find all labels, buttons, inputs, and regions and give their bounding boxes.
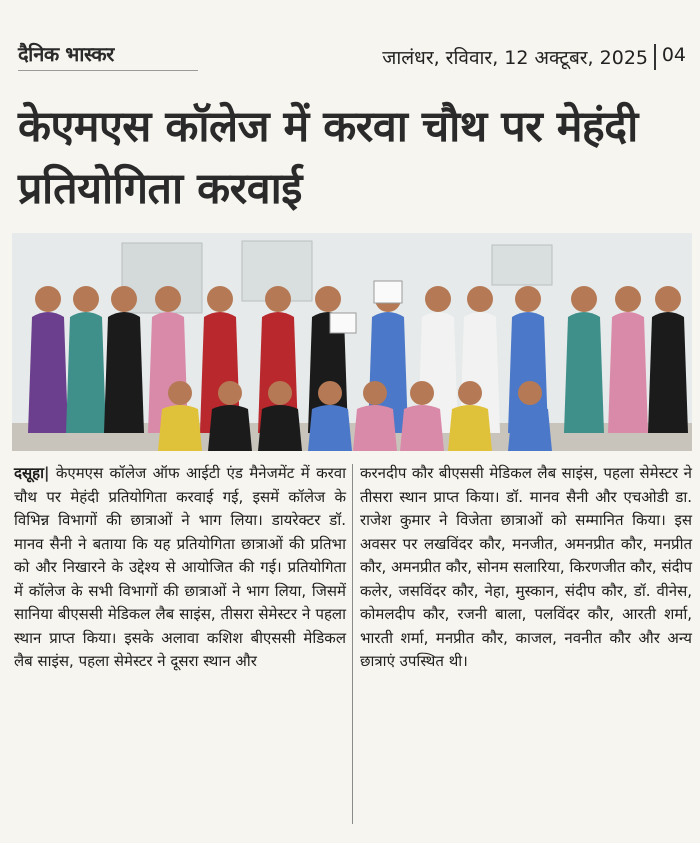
person-head (467, 286, 493, 312)
person-body (564, 312, 604, 433)
headline: केएमएस कॉलेज में करवा चौथ पर मेहंदी प्रतियोगिता करवाई (18, 102, 638, 214)
seated-person-head (268, 381, 292, 405)
seated-person-body (508, 405, 552, 451)
person-body (66, 312, 106, 433)
page-number-separator (654, 44, 656, 70)
seated-person-head (168, 381, 192, 405)
masthead (0, 0, 700, 88)
certificate (330, 313, 356, 333)
article-left-column (14, 462, 346, 674)
person-head (265, 286, 291, 312)
seated-person-body (158, 405, 202, 451)
person-head (655, 286, 681, 312)
seated-person-head (218, 381, 242, 405)
person-body (608, 312, 648, 433)
person-head (155, 286, 181, 312)
newspaper-name: दैनिक भास्कर (18, 42, 114, 66)
person-body (648, 312, 688, 433)
column-divider (352, 464, 353, 824)
seated-person-body (208, 405, 252, 451)
seated-person-head (458, 381, 482, 405)
photo-board (492, 245, 552, 285)
seated-person-body (308, 405, 352, 451)
article-place: दसूहा (14, 464, 44, 482)
seated-person-head (518, 381, 542, 405)
person-head (111, 286, 137, 312)
group-photo-image (12, 233, 692, 451)
person-head (515, 286, 541, 312)
masthead-rule (18, 70, 198, 71)
seated-person-body (353, 405, 397, 451)
seated-person-head (363, 381, 387, 405)
person-head (425, 286, 451, 312)
person-body (104, 312, 144, 433)
person-head (35, 286, 61, 312)
person-head (207, 286, 233, 312)
seated-person-head (410, 381, 434, 405)
person-head (571, 286, 597, 312)
certificate (374, 281, 402, 303)
seated-person-body (448, 405, 492, 451)
person-head (615, 286, 641, 312)
person-body (28, 312, 68, 433)
place-separator: | (43, 464, 50, 482)
person-head (315, 286, 341, 312)
article-body (14, 462, 690, 832)
article-left-text: केएमएस कॉलेज ऑफ आईटी एंड मैनेजमेंट में करवा चौथ पर मेहंदी प्रतियोगिता करवाई गई, इसमें कॉलेज के विभिन्न विभागों की छात्राओं ने भाग लिया। डायरेक्टर डॉ. मानव सैनी ने बताया कि यह प्रतियोगिता छात्राओं की प्रतिभा को और निखारने के उद्देश्य से आयोजित की गई। प्रतियोगिता में कॉलेज के सभी विभागों की छात्राओं ने भाग लिया, जिसमें सानिया बीएससी मेडिकल लैब साइंस, तीसरा सेमेस्टर ने पहला स्थान प्राप्त किया। इसके अलावा कशिश बीएससी मेडिकल लैब साइंस, पहला सेमेस्टर ने दूसरा स्थान और (14, 464, 346, 670)
seated-person-body (400, 405, 444, 451)
dateline: जालंधर, रविवार, 12 अक्टूबर, 2025 (382, 47, 648, 69)
article-right-text: करनदीप कौर बीएससी मेडिकल लैब साइंस, पहला सेमेस्टर ने तीसरा स्थान प्राप्त किया। डॉ. मानव सैनी और एचओडी डा. राजेश कुमार ने विजेता छात्राओं को सम्मानित किया। इस अवसर पर लखविंदर कौर, मनजीत, अमनप्रीत कौर, मनप्रीत कौर, अमनप्रीत कौर, सोनम सलारिया, किरणजीत कौर, संदीप कलेर, जसविंदर कौर, नेहा, मुस्कान, संदीप कौर, डॉ. वीनेस, कोमलदीप कौर, रजनी बाला, पलविंदर कौर, आरती शर्मा, भारती शर्मा, मनप्रीत कौर, काजल, नवनीत कौर और अन्य छात्राएं उपस्थित थी। (360, 464, 692, 670)
seated-person-head (318, 381, 342, 405)
person-head (73, 286, 99, 312)
group-photo (12, 233, 692, 451)
article-right-column (360, 462, 692, 674)
page-number: 04 (661, 44, 686, 66)
seated-person-body (258, 405, 302, 451)
